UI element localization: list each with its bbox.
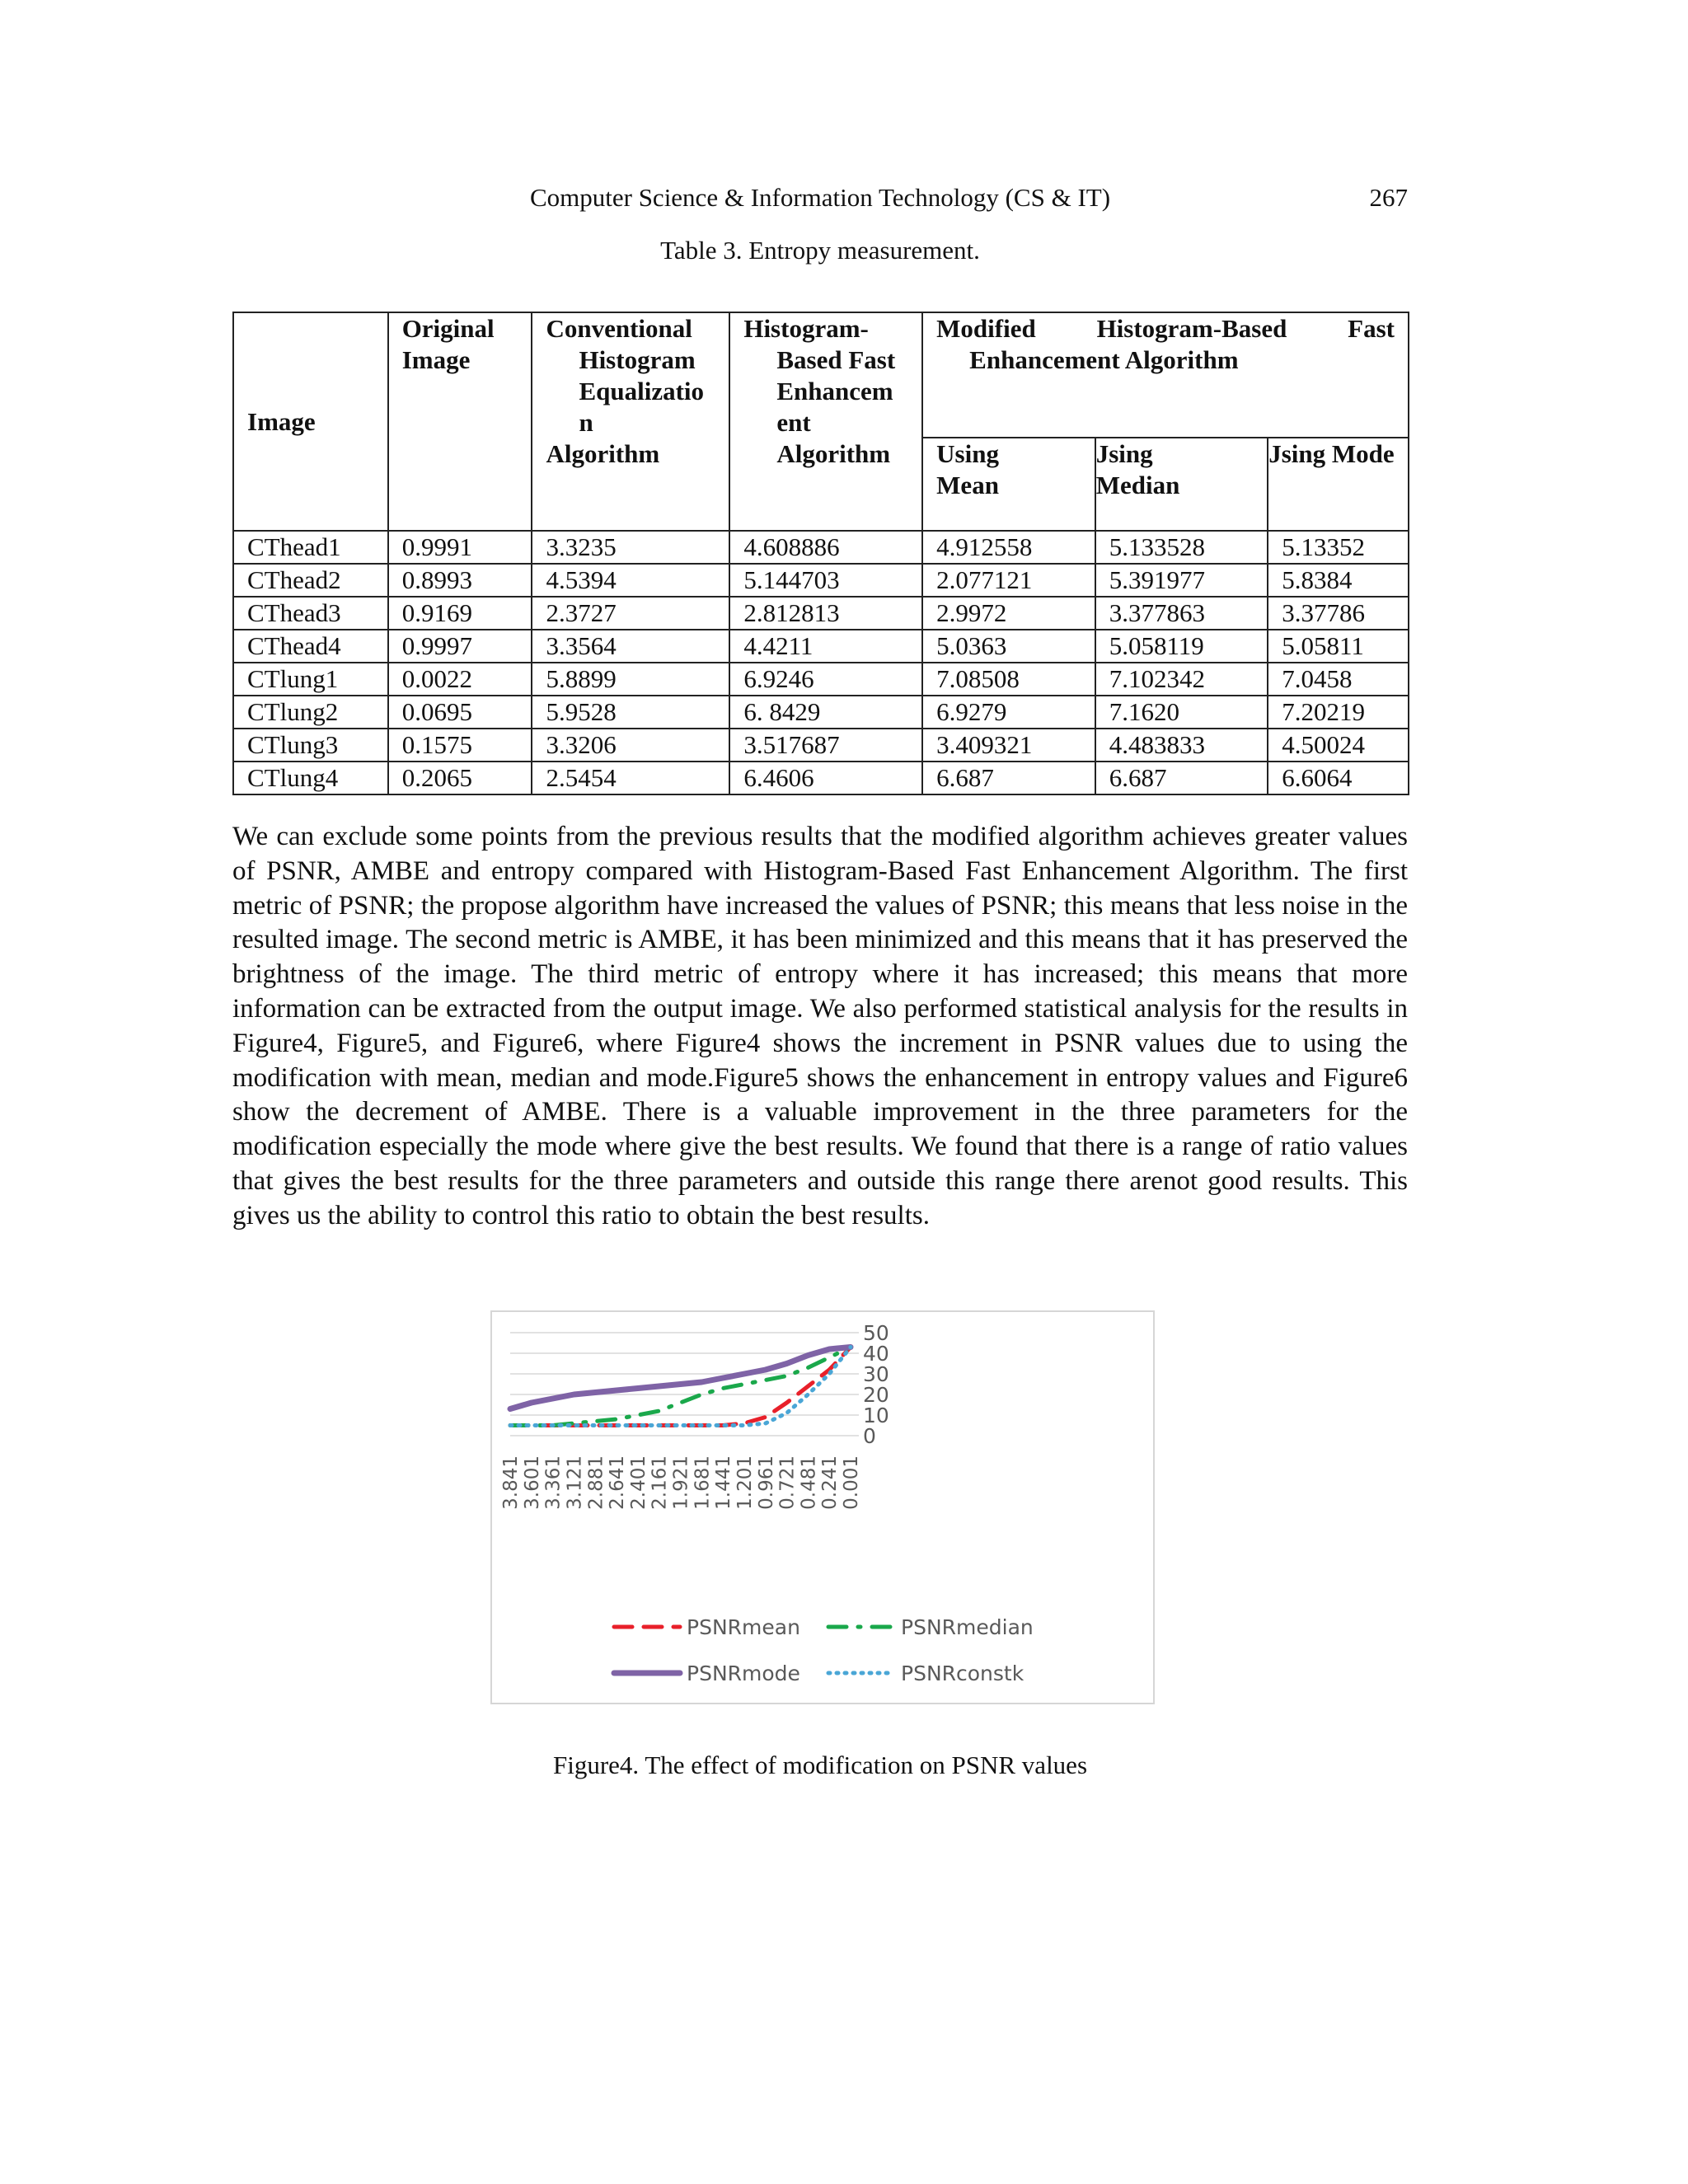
table-row [233,564,1409,597]
table-cell: 7.0458 [1268,663,1409,696]
header-using-mean: Using Mean [922,438,1095,531]
table-row [233,696,1409,729]
x-tick-label: 1.441 [713,1455,735,1510]
table-cell: 6.687 [922,762,1095,794]
header-using-mode: Jsing Mode [1268,438,1409,531]
table-cell: 4.5394 [532,564,729,597]
table-cell: 4.608886 [729,531,922,564]
table-cell: 3.3564 [532,630,729,663]
table-cell: 4.4211 [729,630,922,663]
table-cell: 3.3206 [532,729,729,762]
table-cell: 5.13352 [1268,531,1409,564]
table-cell: 3.409321 [922,729,1095,762]
table-cell: 3.3235 [532,531,729,564]
table-cell: 7.102342 [1095,663,1268,696]
x-tick-label: 1.201 [734,1455,756,1510]
x-tick-label: 2.641 [607,1455,629,1510]
x-tick-label: 2.161 [649,1455,671,1510]
table-cell: 4.483833 [1095,729,1268,762]
table-cell: 4.912558 [922,531,1095,564]
row-image-name: CThead4 [233,630,388,663]
table-cell: 6. 8429 [729,696,922,729]
x-tick-label: 1.921 [670,1455,692,1510]
figure-caption: Figure4. The effect of modification on PSNR values [552,1750,1088,1779]
table-cell: 5.05811 [1268,630,1409,663]
table-cell: 0.9169 [388,597,532,630]
row-image-name: CTlung3 [233,729,388,762]
header-image: Image [233,312,388,531]
table-cell: 3.37786 [1268,597,1409,630]
x-tick-label: 0.481 [798,1455,820,1510]
header-histogram-based: Histogram- Based Fast Enhancem ent Algorithm [729,312,922,531]
table-cell: 4.50024 [1268,729,1409,762]
table-cell: 2.3727 [532,597,729,630]
table-cell: 3.377863 [1095,597,1268,630]
psnr-line-chart [492,1312,1153,1703]
table-cell: 6.9246 [729,663,922,696]
table-row [233,663,1409,696]
x-tick-label: 3.601 [521,1455,543,1510]
table-cell: 5.058119 [1095,630,1268,663]
table-cell: 0.1575 [388,729,532,762]
table-cell: 5.133528 [1095,531,1268,564]
row-image-name: CThead3 [233,597,388,630]
table-row [233,531,1409,564]
table-cell: 0.8993 [388,564,532,597]
table-cell: 0.9991 [388,531,532,564]
x-tick-label: 3.841 [500,1455,522,1510]
table-cell: 2.812813 [729,597,922,630]
table-cell: 0.0022 [388,663,532,696]
y-tick-label: 50 [863,1321,889,1345]
psnr-figure [490,1310,1155,1704]
table-cell: 6.9279 [922,696,1095,729]
table-cell: 5.8899 [532,663,729,696]
row-image-name: CTlung1 [233,663,388,696]
y-tick-label: 20 [863,1383,889,1407]
table-row [233,762,1409,794]
table-cell: 5.8384 [1268,564,1409,597]
table-cell: 6.6064 [1268,762,1409,794]
legend-label: PSNRmode [687,1661,800,1685]
table-row [233,729,1409,762]
table-cell: 2.9972 [922,597,1095,630]
x-tick-label: 0.001 [841,1455,862,1510]
page-number: 267 [1369,183,1408,212]
x-tick-label: 0.241 [819,1455,842,1510]
row-image-name: CTlung2 [233,696,388,729]
table-row [233,597,1409,630]
y-tick-label: 10 [863,1404,889,1427]
x-tick-label: 0.721 [776,1455,799,1510]
table-cell: 5.0363 [922,630,1095,663]
table-caption: Table 3. Entropy measurement. [660,236,980,265]
row-image-name: CThead1 [233,531,388,564]
body-paragraph: We can exclude some points from the previous results that the modified algorithm achieves greater values of PSNR, AMBE and entropy compared with Histogram-Based Fast Enhancement Algorithm. The first metric of PSNR; the propose algorithm have increased the values of PSNR; this means that less noise in the resulted image. The second metric is AMBE, it has been minimized and this means that it has preserved the brightness of the image. The third metric of entropy where it has increased; this means that more information can be extracted from the output image. We also performed statistical analysis for the results in Figure4, Figure5, and Figure6, where Figure4 shows the increment in PSNR values due to using the modification with mean, median and mode.Figure5 shows the enhancement in entropy values and Figure6 show the decrement of AMBE. There is a valuable improvement in the three parameters for the modification especially the mode where give the best results. We found that there is a range of ratio values that gives the best results for the three parameters and outside this range there arenot good results. This gives us the ability to control this ratio to obtain the best results. [232,822,1408,1230]
x-tick-label: 0.961 [755,1455,777,1510]
page-header [232,183,1408,216]
header-using-median: Jsing Median [1095,438,1268,531]
table-cell: 5.144703 [729,564,922,597]
table-cell: 7.08508 [922,663,1095,696]
table-cell: 6.4606 [729,762,922,794]
header-modified: Modified Histogram-Based Fast Enhancement Algorithm [922,312,1409,438]
table-cell: 7.1620 [1095,696,1268,729]
x-tick-label: 1.681 [692,1455,714,1510]
legend-label: PSNRmean [687,1615,800,1639]
x-tick-label: 2.881 [585,1455,607,1510]
table-cell: 6.687 [1095,762,1268,794]
y-tick-label: 40 [863,1342,889,1366]
table-cell: 3.517687 [729,729,922,762]
table-row [233,630,1409,663]
legend-label: PSNRmedian [901,1615,1034,1639]
entropy-table [232,312,1409,795]
table-cell: 2.077121 [922,564,1095,597]
y-tick-label: 0 [863,1424,876,1448]
header-conventional: Conventional Histogram Equalizatio n Algorithm [532,312,729,531]
y-tick-label: 30 [863,1362,889,1386]
header-original-image: Original Image [388,312,532,531]
x-tick-label: 2.401 [627,1455,649,1510]
table-cell: 5.391977 [1095,564,1268,597]
x-tick-label: 3.121 [564,1455,586,1510]
table-cell: 7.20219 [1268,696,1409,729]
table-cell: 0.9997 [388,630,532,663]
row-image-name: CThead2 [233,564,388,597]
x-tick-label: 3.361 [542,1455,565,1510]
table-cell: 2.5454 [532,762,729,794]
table-cell: 5.9528 [532,696,729,729]
row-image-name: CTlung4 [233,762,388,794]
table-cell: 0.0695 [388,696,532,729]
legend-label: PSNRconstk [901,1661,1025,1685]
table-cell: 0.2065 [388,762,532,794]
journal-name: Computer Science & Information Technology (CS & IT) [529,183,1111,212]
